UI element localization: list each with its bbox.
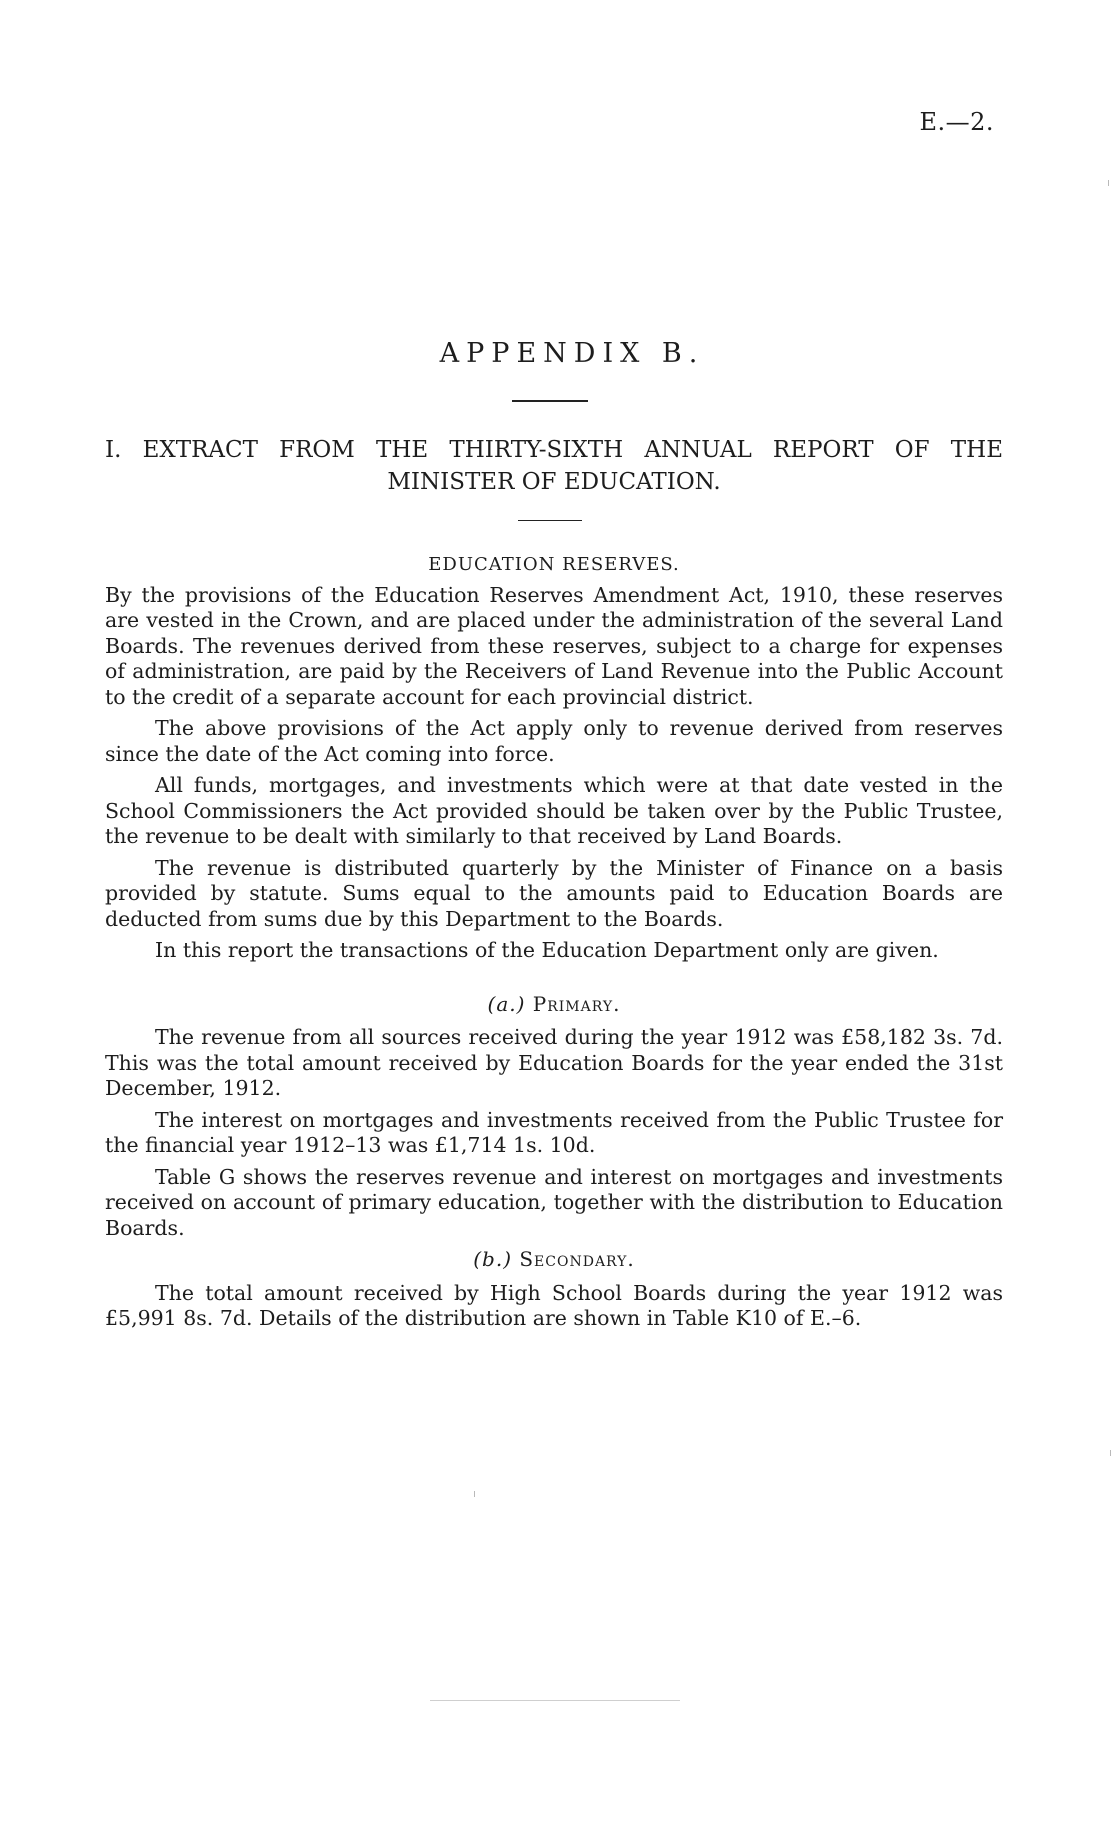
scan-speck [1108,180,1109,186]
reserves-paragraph-2: The above provisions of the Act apply only to revenue derived from reserves since the date of the Act coming into force. [105,716,1003,766]
reserves-paragraph-3: All funds, mortgages, and investments which were at that date vested in the School Commissioners the Act provided should be taken over by the Public Trustee, the revenue to be dealt with similarly to that received by Land Boards. [105,773,1003,848]
scan-speck-line [430,1700,680,1701]
section-heading-line-2: MINISTER OF EDUCATION. [387,469,721,495]
appendix-title: APPENDIX B. [439,338,705,369]
scan-speck [1110,1450,1111,1456]
heading-rule [518,520,582,521]
secondary-label: (b.) [473,1247,512,1271]
page-reference: E.—2. [919,108,994,136]
section-heading-line-1: I. EXTRACT FROM THE THIRTY-SIXTH ANNUAL REPORT OF THE [105,437,1003,463]
section-heading [105,434,1003,498]
primary-paragraph-3: Table G shows the reserves revenue and interest on mortgages and investments received on account of primary education, together with the distribution to Education Boards. [105,1164,1003,1240]
primary-heading [105,992,1003,1018]
primary-title: Primary. [532,991,621,1016]
scan-speck [474,1491,475,1497]
title-rule [512,400,588,402]
primary-paragraph-1: The revenue from all sources received during the year 1912 was £58,182 3s. 7d. This was the total amount received by Education Boards for the year ended the 31st December, 1912. [105,1025,1003,1100]
reserves-heading: EDUCATION RESERVES. [428,554,680,575]
primary-label: (a.) [487,991,526,1016]
primary-paragraph-2: The interest on mortgages and investments received from the Public Trustee for the financial year 1912–13 was £1,714 1s. 10d. [105,1107,1003,1157]
reserves-paragraph-1: By the provisions of the Education Reserves Amendment Act, 1910, these reserves are vested in the Crown, and are placed under the administration of the several Land Boards. The revenues derived from these reserves, subject to a charge for expenses of administration, are paid by the Receivers of Land Revenue into the Public Account to the credit of a separate account for each provincial district. [105,582,1003,709]
report-body [105,552,1003,1338]
secondary-paragraph-1: The total amount received by High School Boards during the year 1912 was £5,991 8s. 7d. Details of the distribution are shown in Table K10 of E.–6. [105,1280,1003,1330]
reserves-paragraph-5: In this report the transactions of the Education Department only are given. [155,938,939,962]
secondary-heading [105,1247,1003,1273]
secondary-title: Secondary. [519,1247,635,1271]
reserves-paragraph-4: The revenue is distributed quarterly by the Minister of Finance on a basis provided by statute. Sums equal to the amounts paid to Education Boards are deducted from sums due by this Department to the Boards. [105,855,1003,931]
